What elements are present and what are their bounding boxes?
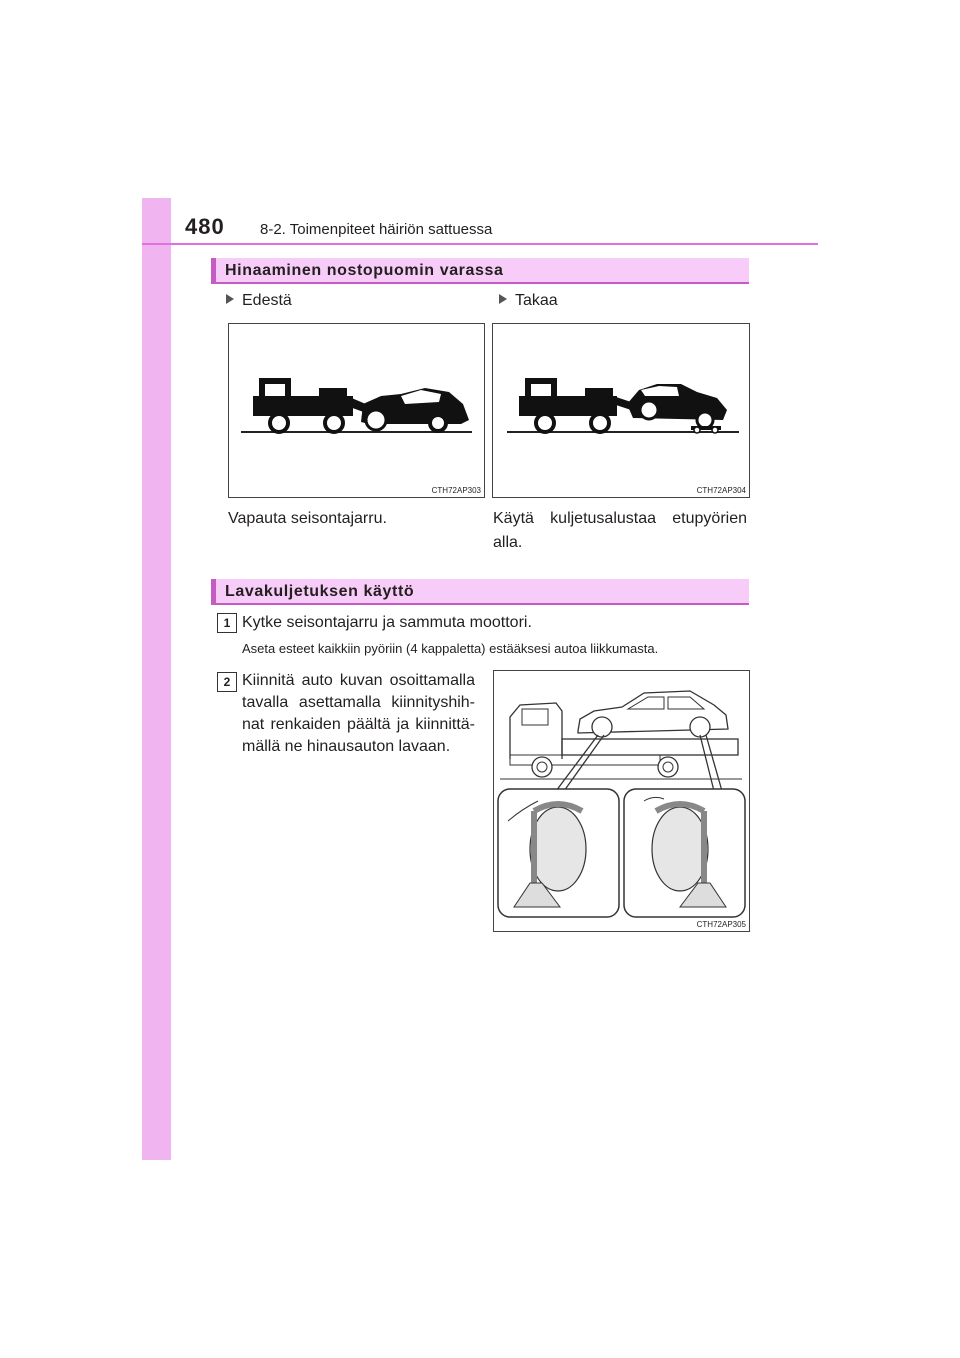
bullet-front — [226, 292, 292, 310]
flatbed-truck-illustration — [494, 671, 749, 931]
step-1-text: Kytke seisontajarru ja sammuta moottori. — [242, 614, 532, 631]
figure-code: CTH72AP305 — [696, 920, 746, 929]
side-tab — [142, 198, 171, 1160]
page-number: 480 — [185, 214, 225, 239]
step-number: 2 — [217, 672, 237, 692]
tow-truck-front-illustration — [229, 324, 484, 497]
figure-front-tow — [228, 323, 485, 498]
step-number: 1 — [217, 613, 237, 633]
section-heading-flatbed: Lavakuljetuksen käyttö — [211, 579, 749, 605]
caption-front: Vapauta seisontajarru. — [228, 510, 387, 527]
bullet-front-label: Edestä — [242, 292, 292, 309]
bullet-rear-label: Takaa — [515, 292, 558, 309]
caption-rear: Käytä kuljetusalustaa etupyörien alla. — [493, 510, 747, 551]
section-heading-tow: Hinaaminen nostopuomin varassa — [211, 258, 749, 284]
triangle-bullet-icon — [499, 294, 507, 304]
tow-truck-rear-illustration — [493, 324, 749, 497]
triangle-bullet-icon — [226, 294, 234, 304]
header-divider — [142, 243, 818, 245]
figure-code: CTH72AP303 — [431, 486, 481, 495]
bullet-rear — [499, 292, 558, 310]
chapter-title: 8-2. Toimenpiteet häiriön sattuessa — [260, 221, 493, 238]
step-1-note: Aseta esteet kaikkiin pyöriin (4 kappaletta) estääksesi autoa liikkumasta. — [242, 641, 659, 656]
figure-flatbed — [493, 670, 750, 932]
figure-code: CTH72AP304 — [696, 486, 746, 495]
figure-rear-tow — [492, 323, 750, 498]
step-2-text: Kiinnitä auto kuvan osoittamalla tavalla asettamalla kiinnityshih-nat renkaiden päältä ja kiinnittä-mällä ne hinausauton lavaan. — [242, 672, 475, 755]
